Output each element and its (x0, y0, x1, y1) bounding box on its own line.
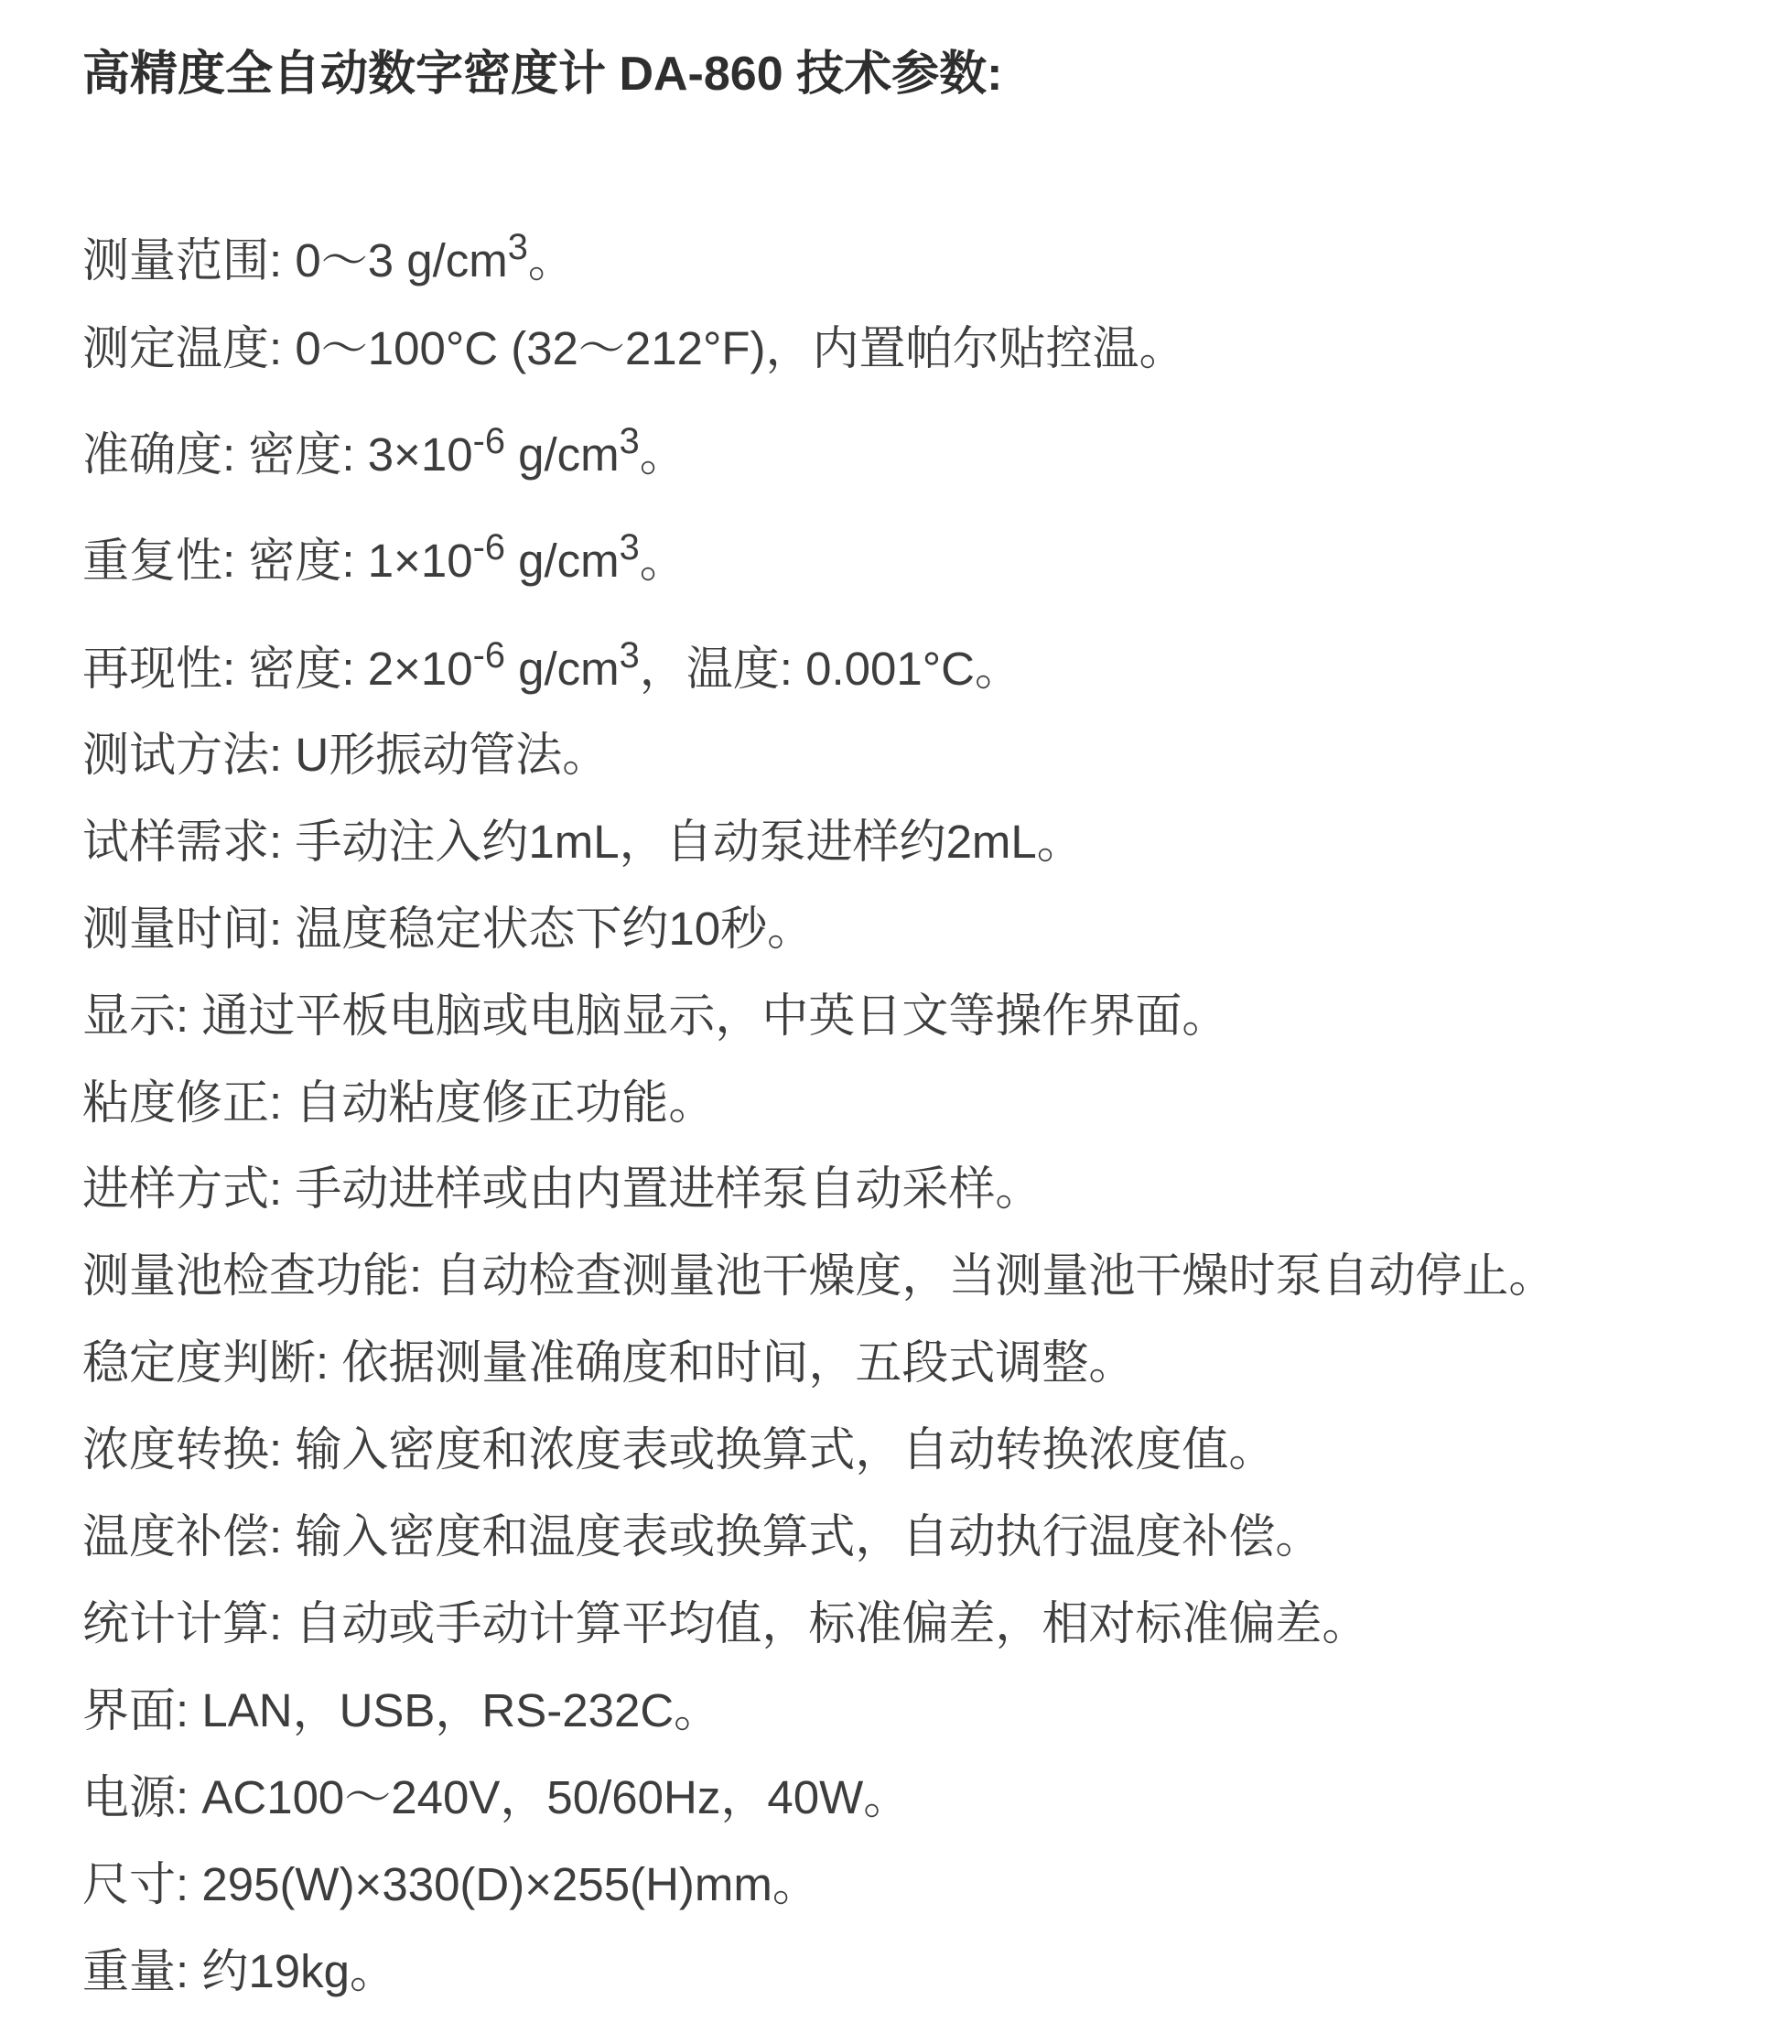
spec-label: 测量池检查功能 (82, 1249, 410, 1302)
spec-superscript: 3 (507, 226, 528, 267)
spec-weight: 重量: 约19kg。 (82, 1945, 396, 1997)
spec-value: 密度: 2×10 (248, 643, 473, 695)
document-title: 高精度全自动数字密度计 DA-860 技术参数: (82, 48, 1003, 101)
spec-sampling-method: 进样方式: 手动进样或由内置进样泵自动采样。 (82, 1163, 1042, 1215)
spec-value: 自动或手动计算平均值，标准偏差，相对标准偏差。 (295, 1597, 1369, 1649)
spec-label: 粘度修正 (82, 1076, 270, 1129)
spec-label: 温度补偿 (82, 1510, 270, 1563)
spec-exponent: -6 (472, 420, 505, 461)
spec-label: 再现性 (82, 643, 223, 695)
spec-label: 重复性 (82, 535, 223, 587)
spec-measurement-range: 测量范围: 0～3 $g/cm^3$。 (82, 226, 575, 287)
spec-superscript: 3 (619, 634, 640, 676)
spec-label: 界面 (82, 1684, 177, 1736)
spec-label: 测试方法 (82, 729, 270, 781)
spec-value: 输入密度和浓度表或换算式，自动转换浓度值。 (295, 1423, 1276, 1476)
spec-measurement-temperature: 测定温度: 0～100°C (32～212°F)，内置帕尔贴控温。 (82, 322, 1186, 374)
spec-label: 测量范围 (82, 234, 270, 287)
spec-value: 输入密度和温度表或换算式，自动执行温度补偿。 (295, 1510, 1322, 1563)
spec-viscosity-correction: 粘度修正: 自动粘度修正功能。 (82, 1076, 716, 1129)
spec-exponent: -6 (472, 634, 505, 676)
spec-value: U形振动管法。 (295, 729, 610, 781)
spec-value-tail: 。 (639, 535, 686, 587)
spec-value: AC100～240V，50/60Hz，40W。 (201, 1771, 911, 1823)
spec-label: 准确度 (82, 428, 223, 481)
spec-value: 手动进样或由内置进样泵自动采样。 (295, 1163, 1042, 1215)
spec-value: 依据测量准确度和时间，五段式调整。 (341, 1336, 1136, 1389)
spec-superscript: 3 (619, 420, 640, 461)
spec-stability-judgement: 稳定度判断: 依据测量准确度和时间，五段式调整。 (82, 1336, 1136, 1389)
spec-concentration-conversion: 浓度转换: 输入密度和浓度表或换算式，自动转换浓度值。 (82, 1423, 1276, 1476)
spec-label: 进样方式 (82, 1163, 270, 1215)
spec-unit: g/cm (504, 643, 620, 695)
spec-dimensions: 尺寸: 295(W)×330(D)×255(H)mm。 (82, 1858, 819, 1910)
spec-unit: g/cm (504, 428, 620, 481)
spec-value: 自动检查测量池干燥度，当测量池干燥时泵自动停止。 (435, 1249, 1556, 1302)
spec-reproducibility: 再现性: 密度: $2\times 10^{-6}$ $g/cm^3$，温度: 0.001°C。 (82, 634, 1021, 695)
spec-test-method: 测试方法: U形振动管法。 (82, 729, 610, 781)
spec-value-tail: ，温度: 0.001°C。 (639, 643, 1021, 695)
spec-exponent: -6 (472, 526, 505, 568)
spec-power-supply: 电源: AC100～240V，50/60Hz，40W。 (82, 1771, 911, 1823)
spec-display: 显示: 通过平板电脑或电脑显示，中英日文等操作界面。 (82, 990, 1229, 1042)
spec-value: 0～3 g/cm (295, 234, 508, 287)
spec-value: 自动粘度修正功能。 (295, 1076, 716, 1129)
spec-label: 显示 (82, 990, 177, 1042)
spec-value: 密度: 1×10 (248, 535, 473, 587)
spec-value: LAN，USB，RS-232C。 (201, 1684, 721, 1736)
spec-value-tail: 。 (639, 428, 686, 481)
spec-label: 测量时间 (82, 903, 270, 955)
spec-interface: 界面: LAN，USB，RS-232C。 (82, 1684, 721, 1736)
spec-measurement-time: 测量时间: 温度稳定状态下约10秒。 (82, 903, 815, 955)
spec-value: 密度: 3×10 (248, 428, 473, 481)
spec-value: 295(W)×330(D)×255(H)mm。 (201, 1858, 819, 1910)
spec-value: 通过平板电脑或电脑显示，中英日文等操作界面。 (201, 990, 1229, 1042)
spec-label: 统计计算 (82, 1597, 270, 1649)
spec-temperature-compensation: 温度补偿: 输入密度和温度表或换算式，自动执行温度补偿。 (82, 1510, 1322, 1563)
spec-label: 电源 (82, 1771, 177, 1823)
spec-cell-check: 测量池检查功能: 自动检查测量池干燥度，当测量池干燥时泵自动停止。 (82, 1249, 1556, 1302)
spec-value: 约19kg。 (201, 1945, 396, 1997)
spec-superscript: 3 (619, 526, 640, 568)
spec-label: 测定温度 (82, 322, 270, 374)
spec-value-tail: 。 (527, 234, 575, 287)
spec-accuracy: 准确度: 密度: $3\times 10^{-6}$ $g/cm^3$。 (82, 420, 686, 481)
spec-value: 手动注入约1mL，自动泵进样约2mL。 (295, 816, 1084, 868)
spec-label: 尺寸 (82, 1858, 177, 1910)
spec-value: 0～100°C (32～212°F)，内置帕尔贴控温。 (295, 322, 1186, 374)
spec-unit: g/cm (504, 535, 620, 587)
spec-label: 浓度转换 (82, 1423, 270, 1476)
spec-label: 试样需求 (82, 816, 270, 868)
spec-label: 稳定度判断 (82, 1336, 317, 1389)
spec-sample-requirement: 试样需求: 手动注入约1mL，自动泵进样约2mL。 (82, 816, 1084, 868)
spec-repeatability: 重复性: 密度: $1\times 10^{-6}$ $g/cm^3$。 (82, 526, 686, 587)
spec-statistics: 统计计算: 自动或手动计算平均值，标准偏差，相对标准偏差。 (82, 1597, 1369, 1649)
spec-value: 温度稳定状态下约10秒。 (295, 903, 815, 955)
spec-label: 重量 (82, 1945, 177, 1997)
